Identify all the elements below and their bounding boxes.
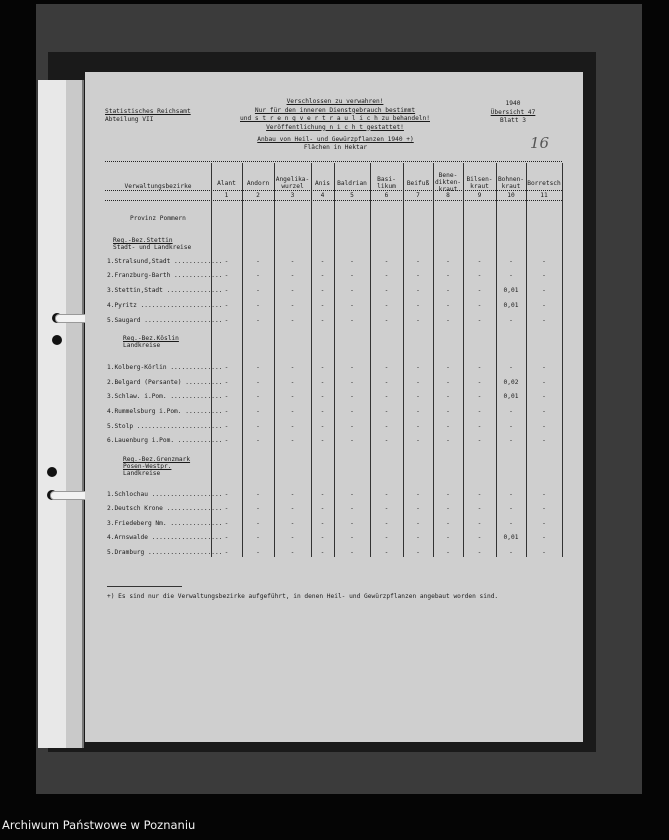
table-cell: -	[256, 317, 260, 324]
table-cell: -	[542, 287, 546, 294]
secrecy-line: Veröffentlichung n i c h t gestattet!	[266, 123, 404, 131]
table-cell: -	[224, 302, 229, 309]
table-cell: -	[290, 423, 295, 430]
table-cell: -	[509, 364, 513, 371]
table-cell: -	[384, 520, 389, 527]
table-cell: -	[477, 408, 482, 415]
column-divider	[496, 163, 497, 557]
table-cell: -	[320, 505, 325, 512]
table-cell: -	[256, 364, 260, 371]
column-header: Baldrian	[337, 180, 367, 187]
table-cell: -	[477, 491, 482, 498]
table-cell: -	[416, 534, 420, 541]
table-cell: -	[256, 520, 260, 527]
table-cell: -	[224, 272, 229, 279]
table-cell: -	[477, 379, 482, 386]
column-header: Angelika- wurzel	[275, 176, 310, 190]
table-cell: -	[384, 534, 389, 541]
table-cell: -	[509, 505, 513, 512]
table-cell: -	[416, 317, 420, 324]
table-cell: -	[256, 408, 260, 415]
table-cell: -	[416, 491, 420, 498]
table-cell: -	[320, 549, 325, 556]
table-cell: -	[320, 287, 325, 294]
table-cell: -	[509, 491, 513, 498]
table-cell: -	[542, 302, 546, 309]
footnote: +) Es sind nur die Verwaltungsbezirke aufgeführt, in denen Heil- und Gewürzpflanzen angebaut worden sind.	[107, 593, 499, 600]
column-header: Bilsen- kraut	[466, 176, 493, 190]
table-cell: -	[350, 549, 354, 556]
region-heading	[113, 237, 191, 251]
table-cell: -	[224, 393, 229, 400]
table-cell: -	[477, 364, 482, 371]
table-cell: -	[256, 379, 260, 386]
row-label: 3.Schlaw. i.Pom. ..............	[107, 393, 223, 400]
column-header: Alant	[217, 180, 236, 187]
table-cell: -	[509, 272, 513, 279]
table-cell: -	[416, 423, 420, 430]
table-cell: -	[542, 491, 546, 498]
table-cell: -	[446, 287, 450, 294]
region-name: Posen-Westpr.	[123, 463, 172, 470]
row-label: 3.Stettin,Stadt ...............	[107, 287, 223, 294]
table-cell: 0,02	[503, 379, 519, 386]
row-label: 5.Dramburg ....................	[107, 549, 223, 556]
column-header: Borretsch	[527, 180, 561, 187]
table-cell: -	[509, 258, 513, 265]
row-label: 5.Saugard .....................	[107, 317, 223, 324]
department: Abteilung VII	[105, 116, 154, 123]
table-cell: -	[290, 491, 295, 498]
document-page	[85, 72, 583, 742]
table-cell: -	[446, 520, 450, 527]
column-number: 7	[416, 192, 420, 199]
table-cell: -	[416, 287, 420, 294]
table-cell: -	[384, 379, 389, 386]
row-label: 1.Stralsund,Stadt .............	[107, 258, 223, 265]
table-cell: -	[416, 437, 420, 444]
column-divider	[526, 163, 527, 557]
table-cell: -	[477, 505, 482, 512]
region-heading	[123, 335, 179, 349]
row-label: 1.Kolberg-Körlin ..............	[107, 364, 223, 371]
table-cell: -	[446, 272, 450, 279]
table-cell: -	[290, 258, 295, 265]
title-line: Anbau von Heil- und Gewürzpflanzen 1940 +)	[257, 136, 414, 143]
column-header: Anis	[315, 180, 330, 187]
table-cell: -	[256, 287, 260, 294]
table-cell: -	[384, 408, 389, 415]
region-name: Reg.-Bez.Köslin	[123, 335, 179, 342]
office-name: Statistisches Reichsamt	[105, 108, 191, 115]
region-heading	[123, 456, 190, 477]
secrecy-notice	[235, 98, 435, 132]
table-cell: -	[509, 317, 513, 324]
row-label: 2.Deutsch Krone ...............	[107, 505, 223, 512]
table-title	[253, 136, 418, 152]
row-label: 4.Rummelsburg i.Pom. ..........	[107, 408, 223, 415]
table-cell: -	[290, 302, 295, 309]
row-label: 6.Lauenburg i.Pom. ............	[107, 437, 223, 444]
table-cell: -	[320, 379, 325, 386]
table-cell: -	[350, 408, 354, 415]
column-divider	[403, 163, 404, 557]
column-header: Bohnen- kraut	[497, 176, 525, 190]
unit-line: Flächen in Hektar	[303, 144, 368, 151]
table-cell: -	[416, 302, 420, 309]
table-cell: 0,01	[503, 534, 519, 541]
table-cell: -	[290, 408, 295, 415]
table-cell: -	[256, 423, 260, 430]
table-cell: -	[416, 549, 420, 556]
table-cell: -	[290, 287, 295, 294]
table-cell: -	[542, 423, 546, 430]
table-cell: -	[256, 534, 260, 541]
punch-hole	[52, 335, 62, 345]
table-cell: -	[224, 379, 229, 386]
table-cell: -	[446, 317, 450, 324]
table-cell: -	[384, 272, 389, 279]
table-cell: -	[446, 505, 450, 512]
column-number: 2	[256, 192, 260, 199]
table-cell: -	[320, 423, 325, 430]
table-cell: -	[384, 287, 389, 294]
table-cell: -	[256, 549, 260, 556]
table-cell: -	[350, 437, 354, 444]
table-cell: -	[224, 258, 229, 265]
table-cell: -	[224, 408, 229, 415]
table-cell: -	[350, 520, 354, 527]
table-cell: -	[509, 408, 513, 415]
column-number: 4	[320, 192, 325, 199]
table-cell: -	[350, 505, 354, 512]
table-cell: -	[477, 423, 482, 430]
column-divider	[370, 163, 371, 557]
table-cell: -	[320, 534, 325, 541]
table-cell: -	[384, 437, 389, 444]
table-cell: -	[256, 491, 260, 498]
table-cell: -	[446, 423, 450, 430]
table-cell: -	[446, 364, 450, 371]
table-cell: -	[416, 364, 420, 371]
table-cell: -	[477, 520, 482, 527]
table-cell: -	[290, 534, 295, 541]
year: 1940	[505, 100, 521, 107]
document-reference	[483, 100, 543, 126]
table-cell: -	[477, 534, 482, 541]
row-label: 4.Pyritz ......................	[107, 302, 223, 309]
table-cell: -	[416, 393, 420, 400]
table-cell: -	[384, 302, 389, 309]
table-cell: -	[384, 549, 389, 556]
table-cell: -	[350, 491, 354, 498]
table-cell: -	[542, 505, 546, 512]
region-name: Reg.-Bez.Stettin	[113, 237, 173, 244]
table-cell: -	[256, 393, 260, 400]
table-cell: -	[256, 258, 260, 265]
table-cell: -	[350, 364, 354, 371]
column-number: 10	[507, 192, 515, 199]
column-divider	[242, 163, 243, 557]
table-cell: -	[542, 408, 546, 415]
table-cell: -	[542, 379, 546, 386]
table-cell: -	[542, 437, 546, 444]
table-cell: -	[350, 287, 354, 294]
district-column-header: Verwaltungsbezirke	[124, 183, 192, 190]
table-cell: -	[256, 272, 260, 279]
table-cell: -	[224, 520, 229, 527]
row-label: 5.Stolp .......................	[107, 423, 223, 430]
overview-number: Übersicht 47	[490, 108, 536, 116]
table-cell: -	[290, 437, 295, 444]
table-cell: -	[446, 393, 450, 400]
table-cell: -	[224, 534, 229, 541]
table-cell: -	[320, 520, 325, 527]
row-label: 2.Franzburg-Barth .............	[107, 272, 223, 279]
table-cell: -	[224, 437, 229, 444]
table-cell: -	[446, 379, 450, 386]
table-cell: -	[384, 505, 389, 512]
column-number: 11	[540, 192, 548, 199]
table-cell: -	[320, 302, 325, 309]
column-header: Basi- likum	[377, 176, 396, 190]
table-cell: -	[256, 302, 260, 309]
table-cell: -	[477, 272, 482, 279]
table-cell: -	[477, 258, 482, 265]
office-block	[105, 108, 191, 124]
column-divider	[274, 163, 275, 557]
table-cell: -	[477, 437, 482, 444]
table-cell: -	[320, 272, 325, 279]
table-cell: -	[290, 393, 295, 400]
table-cell: -	[542, 549, 546, 556]
table-cell: -	[350, 379, 354, 386]
table-cell: -	[446, 408, 450, 415]
table-cell: -	[477, 302, 482, 309]
column-header: Bene- dikten- kraut	[434, 172, 462, 193]
table-cell: -	[290, 379, 295, 386]
column-divider	[463, 163, 464, 557]
table-cell: -	[290, 549, 295, 556]
table-cell: -	[320, 408, 325, 415]
table-cell: -	[477, 287, 482, 294]
table-cell: -	[320, 491, 325, 498]
table-cell: -	[384, 423, 389, 430]
table-cell: -	[446, 302, 450, 309]
binder-strip	[66, 80, 82, 748]
row-label: 4.Arnswalde ...................	[107, 534, 223, 541]
table-cell: -	[256, 505, 260, 512]
column-number: 8	[446, 192, 450, 199]
table-cell: -	[509, 520, 513, 527]
region-subheading: Landkreise	[123, 470, 161, 477]
column-number: 6	[384, 192, 389, 199]
table-cell: -	[542, 520, 546, 527]
table-cell: -	[320, 364, 325, 371]
table-cell: -	[416, 272, 420, 279]
table-cell: -	[446, 534, 450, 541]
region-subheading: Stadt- und Landkreise	[113, 244, 192, 251]
column-header: Andorn	[246, 180, 270, 187]
table-cell: -	[509, 549, 513, 556]
column-header: Beifuß	[406, 180, 430, 187]
table-cell: -	[416, 258, 420, 265]
table-cell: -	[290, 317, 295, 324]
table-cell: -	[224, 423, 229, 430]
region-subheading: Landkreise	[123, 342, 161, 349]
table-cell: 0,01	[503, 287, 519, 294]
sheet-number: Blatt 3	[499, 117, 527, 124]
column-number: 9	[477, 192, 482, 199]
table-cell: -	[290, 520, 295, 527]
table-cell: -	[320, 317, 325, 324]
table-cell: -	[509, 423, 513, 430]
table-cell: -	[477, 549, 482, 556]
column-number: 5	[350, 192, 354, 199]
table-cell: -	[224, 287, 229, 294]
table-cell: -	[446, 491, 450, 498]
table-cell: -	[224, 317, 229, 324]
table-cell: -	[384, 364, 389, 371]
region-name: Reg.-Bez.Grenzmark	[123, 456, 191, 463]
punch-hole	[47, 467, 57, 477]
table-cell: -	[350, 258, 354, 265]
table-cell: -	[542, 317, 546, 324]
row-label: 1.Schlochau ...................	[107, 491, 223, 498]
table-cell: -	[224, 549, 229, 556]
column-number: 3	[290, 192, 295, 199]
table-cell: -	[350, 317, 354, 324]
table-cell: 0,01	[503, 302, 519, 309]
archive-caption: Archiwum Państwowe w Poznaniu	[2, 818, 196, 832]
table-cell: -	[384, 491, 389, 498]
table-cell: 0,01	[503, 393, 519, 400]
table-cell: -	[350, 534, 354, 541]
footnote-rule	[107, 586, 182, 587]
table-cell: -	[509, 437, 513, 444]
table-cell: -	[290, 272, 295, 279]
handwritten-page-number: 16	[530, 134, 550, 152]
table-cell: -	[446, 258, 450, 265]
province-heading: Provinz Pommern	[130, 215, 186, 222]
table-cell: -	[224, 364, 229, 371]
table-cell: -	[416, 520, 420, 527]
column-divider	[433, 163, 434, 557]
table-cell: -	[416, 408, 420, 415]
header-rule	[105, 161, 562, 162]
table-cell: -	[446, 549, 450, 556]
secrecy-line: und s t r e n g v e r t r a u l i c h zu behandeln!	[240, 115, 430, 122]
table-cell: -	[542, 364, 546, 371]
table-cell: -	[542, 258, 546, 265]
table-cell: -	[256, 437, 260, 444]
table-cell: -	[320, 437, 325, 444]
table-cell: -	[384, 317, 389, 324]
secrecy-line: Verschlossen zu verwahren!	[286, 98, 384, 105]
table-cell: -	[350, 393, 354, 400]
row-label: 3.Friedeberg Nm. ..............	[107, 520, 223, 527]
secrecy-line: Nur für den inneren Dienstgebrauch bestimmt	[254, 106, 416, 114]
table-cell: -	[350, 423, 354, 430]
table-cell: -	[542, 534, 546, 541]
table-cell: -	[350, 302, 354, 309]
table-cell: -	[320, 393, 325, 400]
table-cell: -	[224, 505, 229, 512]
table-cell: -	[224, 491, 229, 498]
table-cell: -	[290, 505, 295, 512]
table-cell: -	[384, 393, 389, 400]
column-divider	[562, 163, 563, 557]
table-cell: -	[477, 393, 482, 400]
table-cell: -	[477, 317, 482, 324]
table-cell: -	[542, 272, 546, 279]
row-label: 2.Belgard (Persante) ..........	[107, 379, 223, 386]
table-cell: -	[416, 505, 420, 512]
table-cell: -	[350, 272, 354, 279]
table-cell: -	[384, 258, 389, 265]
table-cell: -	[290, 364, 295, 371]
column-number: 1	[224, 192, 229, 199]
table-cell: -	[320, 258, 325, 265]
table-cell: -	[542, 393, 546, 400]
table-cell: -	[416, 379, 420, 386]
table-cell: -	[446, 437, 450, 444]
